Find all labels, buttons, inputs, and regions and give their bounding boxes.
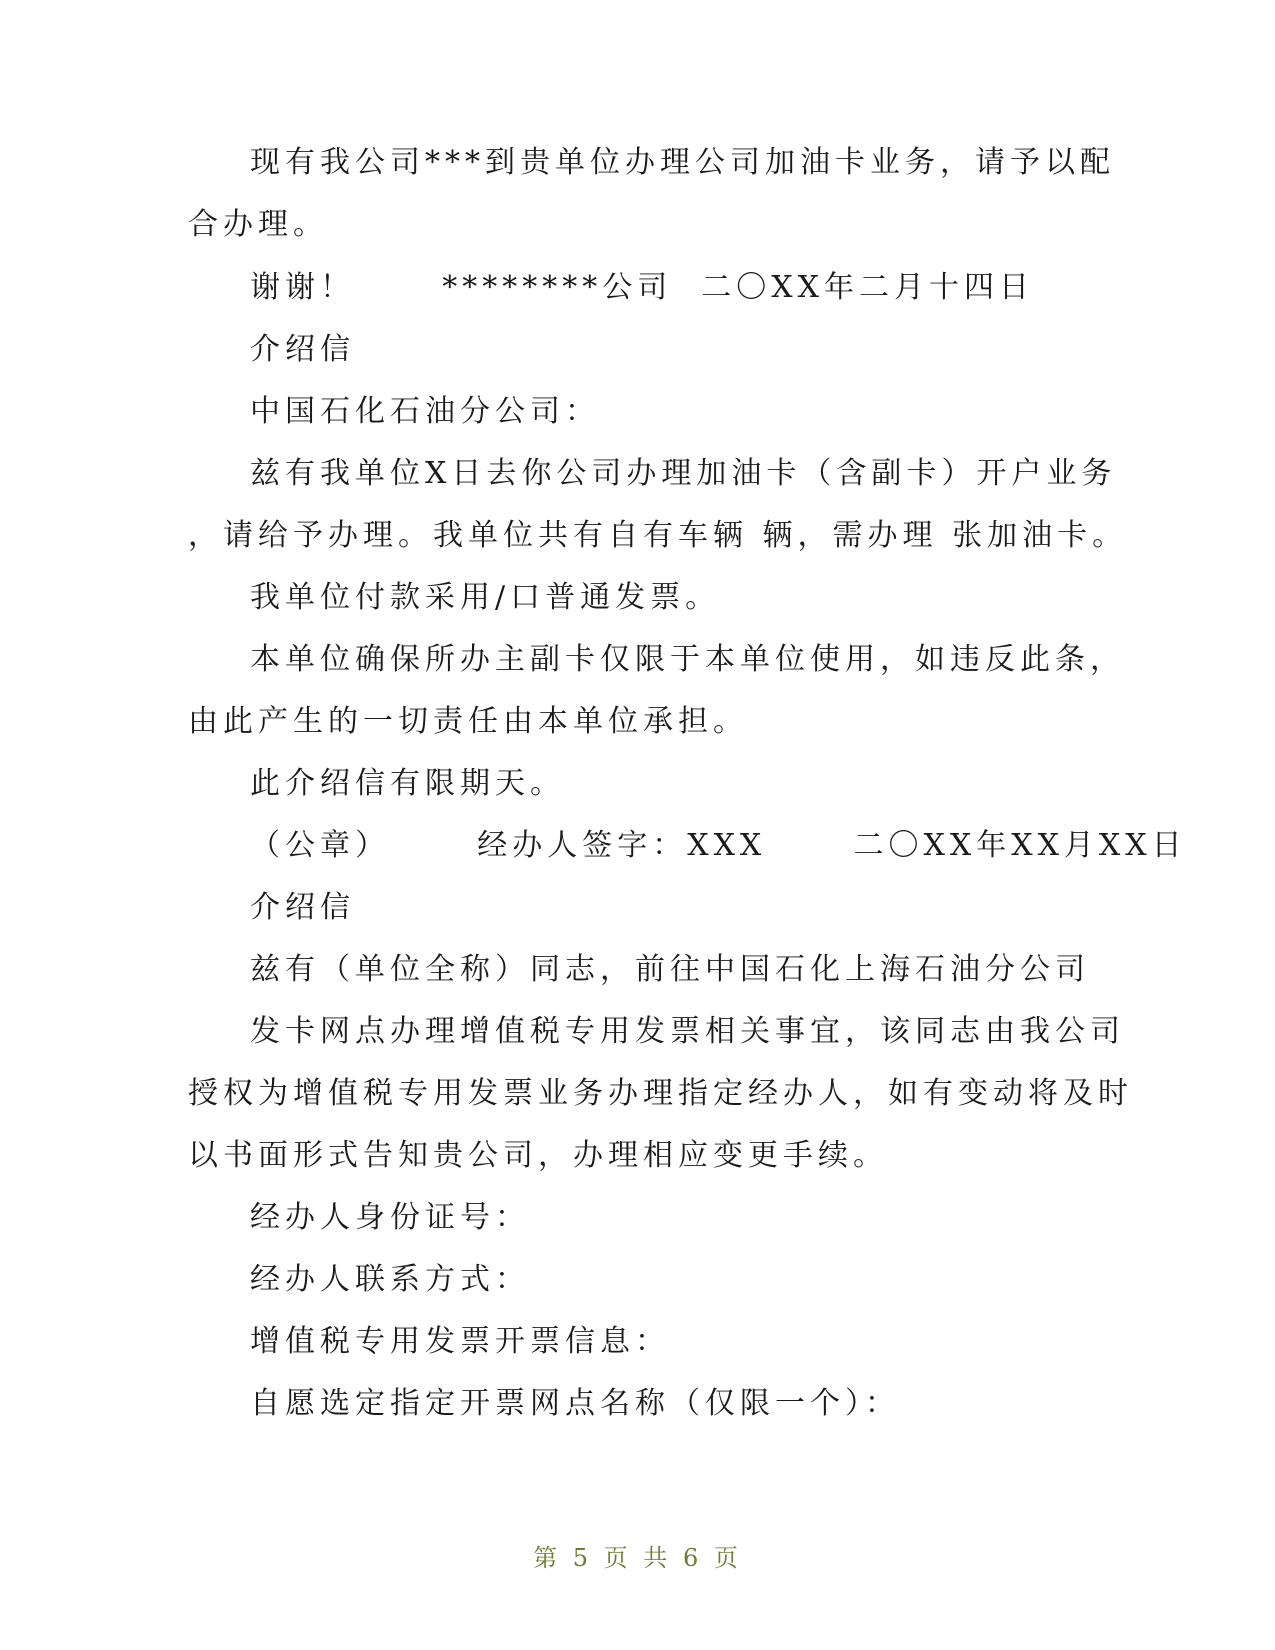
paragraph-line-4: ，请给予办理。我单位共有自有车辆 辆，需办理 张加油卡。 xyxy=(188,518,1128,553)
letter-title-2: 介绍信 xyxy=(250,890,355,925)
invoice-branch-field: 自愿选定指定开票网点名称（仅限一个）： xyxy=(250,1386,900,1421)
page-number-footer: 第 5 页 共 6 页 xyxy=(533,1544,742,1572)
validity-line: 此介绍信有限期天。 xyxy=(250,766,565,801)
paragraph-line-11: 以书面形式告知贵公司，办理相应变更手续。 xyxy=(188,1138,888,1173)
paragraph-line-5: 我单位付款采用/口普通发票。 xyxy=(250,580,721,615)
paragraph-line-7: 由此产生的一切责任由本单位承担。 xyxy=(188,704,748,739)
recipient-line: 中国石化石油分公司： xyxy=(250,394,600,429)
id-number-field: 经办人身份证号： xyxy=(250,1200,530,1235)
paragraph-line-2: 合办理。 xyxy=(188,207,328,242)
seal-signature-line: （公章） 经办人签字：XXX 二〇XX年XX月XX日 xyxy=(250,828,1187,863)
paragraph-line-9: 发卡网点办理增值税专用发票相关事宜，该同志由我公司 xyxy=(250,1014,1125,1049)
letter-title: 介绍信 xyxy=(250,332,355,367)
paragraph-line-3: 兹有我单位X日去你公司办理加油卡（含副卡）开户业务 xyxy=(250,456,1117,491)
contact-field: 经办人联系方式： xyxy=(250,1262,530,1297)
paragraph-line-6: 本单位确保所办主副卡仅限于本单位使用，如违反此条， xyxy=(250,642,1125,677)
paragraph-line-8: 兹有（单位全称）同志，前往中国石化上海石油分公司 xyxy=(250,952,1090,987)
thanks-signature-line: 谢谢！ ********公司 二〇XX年二月十四日 xyxy=(250,270,1035,305)
paragraph-line-1: 现有我公司***到贵单位办理公司加油卡业务，请予以配 xyxy=(250,145,1115,180)
invoice-info-field: 增值税专用发票开票信息： xyxy=(250,1324,670,1359)
paragraph-line-10: 授权为增值税专用发票业务办理指定经办人，如有变动将及时 xyxy=(188,1076,1133,1111)
